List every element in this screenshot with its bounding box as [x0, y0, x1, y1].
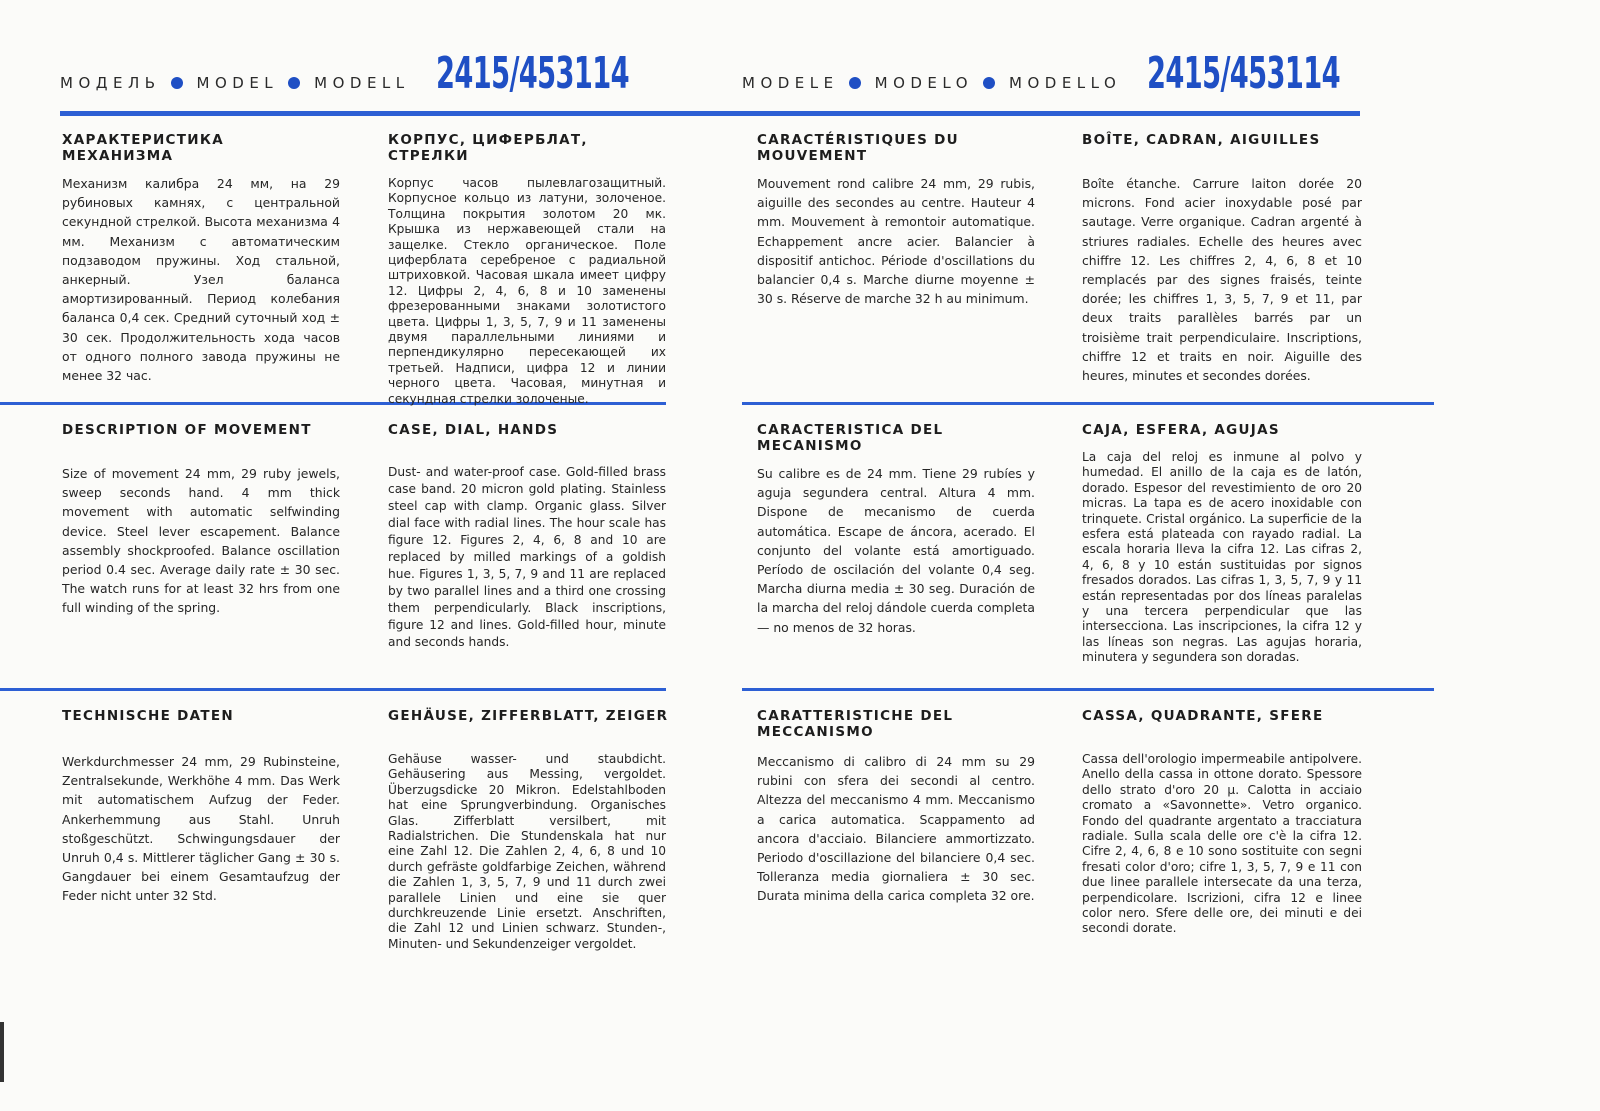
- header-word: MODELE: [742, 74, 839, 92]
- section-text: Meccanismo di calibro di 24 mm su 29 rubini con sfera dei secondi al centro. Altezza del meccanismo 4 mm. Meccanismo a carica automatica. Scappamento ad ancora d'acciaio. Bilanciere ammortizzato. Periodo d'oscillazione del bilanciere 0,4 sec. Tolleranza media giornaliera ± 30 sec. Durata minima della carica completa 32 ore.: [757, 754, 1035, 904]
- section-title: TECHNISCHE DATEN: [62, 708, 234, 724]
- section-title: КОРПУС, ЦИФЕРБЛАТ, СТРЕЛКИ: [388, 132, 588, 164]
- section-title: CAJA, ESFERA, AGUJAS: [1082, 422, 1280, 438]
- header-word: МОДЕЛЬ: [60, 74, 161, 92]
- bullet-dot: [849, 77, 861, 89]
- section-text: Mouvement rond calibre 24 mm, 29 rubis, aiguille des secondes au centre. Hauteur 4 mm. Mouvement à remontoir automatique. Echappement ancre acier. Balancier à dispositif antichoc. Période d'oscillations du balancier 0,4 s. Marche diurne moyenne ± 30 s. Réserve de marche 32 h au minimum.: [757, 176, 1035, 307]
- section-text: Механизм калибра 24 мм, на 29 рубиновых камнях, с центральной секундной стрелкой. Высота механизма 4 мм. Механизм с автоматическим подзаводом пружины. Ход стальной, анкерный. Узел баланса амортизированный. Период колебания баланса 0,4 сек. Средний суточный ход ± 30 сек. Продолжительность хода часов от одного полного завода пружины не менее 32 час.: [62, 176, 340, 384]
- header-word: MODELLO: [1009, 74, 1122, 92]
- section-text: Dust- and water-proof case. Gold-filled brass case band. 20 micron gold plating. Stainless steel cap with clamp. Organic glass. Silver dial face with radial lines. The hour scale has figure 12. Figures 2, 4, 6, 8 and 10 are replaced by milled markings of a goldish hue. Figures 1, 3, 5, 7, 9 and 11 are replaced by two parallel lines and a third one crossing them perpendicularly. Black inscriptions, figure 12 and lines. Gold-filled hour, minute and seconds hands.: [388, 465, 666, 649]
- bullet-dot: [983, 77, 995, 89]
- section-text: Size of movement 24 mm, 29 ruby jewels, sweep seconds hand. 4 mm thick movement with automatic selfwinding device. Steel lever escapement. Balance assembly shockproofed. Balance oscillation period 0.4 sec. Average daily rate ± 30 sec. The watch runs for at least 32 hrs from one full winding of the spring.: [62, 466, 340, 616]
- section-text: Cassa dell'orologio impermeabile antipolvere. Anello della cassa in ottone dorato. Spessore dello strato d'oro 20 μ. Calotta in acciaio cromato a «Savonnette». Vetro organico. Fondo del quadrante argentato a tracciatura radiale. Sulla scala delle ore c'è la cifra 12. Cifre 2, 4, 6, 8 e 10 sono sostituite con segni fresati color d'oro; cifre 1, 3, 5, 7, 9 e 11 con due linee parallele intersecate da una terza, perpendicolare. Iscrizioni, cifra 12 e linee color nero. Sfere delle ore, dei minuti e dei secondi dorate.: [1082, 752, 1362, 936]
- header-right: [742, 48, 1459, 99]
- section-title: CARACTERISTICA DEL MECANISMO: [757, 422, 944, 454]
- divider-rule: [742, 688, 1434, 691]
- bullet-dot: [288, 77, 300, 89]
- section-title: CARACTÉRISTIQUES DU MOUVEMENT: [757, 132, 959, 164]
- model-number: 2415/453114: [435, 48, 629, 99]
- section-text: Su calibre es de 24 mm. Tiene 29 rubíes y aguja segundera central. Altura 4 mm. Dispone de mecanismo de cuerda automática. Escape de áncora, acerado. El conjunto del volante está amortiguado. Período de oscilación del volante 0,4 seg. Marcha diurna media ± 30 seg. Duración de la marcha del reloj dándole cuerda completa — no menos de 32 horas.: [757, 466, 1035, 635]
- header-word: MODELL: [314, 74, 410, 92]
- section-text: Корпус часов пылевлагозащитный. Корпусное кольцо из латуни, золоченое. Толщина покрытия золотом 20 мк. Крышка из нержавеющей стали на защелке. Стекло органическое. Поле циферблата серебреное с радиальной штриховкой. Часовая шкала имеет цифру 12. Цифры 2, 4, 6, 8 и 10 заменены фрезерованными знаками золотистого цвета. Цифры 1, 3, 5, 7, 9 и 11 заменены двумя параллельными линиями и перпендикулярно пересекающей их третьей. Надписи, цифра 12 и линии черного цвета. Часовая, минутная и секундная стрелки золоченые.: [388, 176, 666, 406]
- section-title: CASE, DIAL, HANDS: [388, 422, 559, 438]
- scan-edge-mark: [0, 1022, 4, 1082]
- header-rule: [60, 111, 1360, 116]
- header-word: MODELO: [874, 74, 974, 92]
- header-word: MODEL: [196, 74, 279, 92]
- section-title: CARATTERISTICHE DEL MECCANISMO: [757, 708, 954, 740]
- divider-rule: [0, 688, 666, 691]
- section-text: Boîte étanche. Carrure laiton dorée 20 microns. Fond acier inoxydable posé par sautage. Verre organique. Cadran argenté à striures radiales. Echelle des heures avec chiffre 12. Les chiffres 2, 4, 6, 8 et 10 remplacés par des signes fraisés, teinte dorée; les chiffres 1, 3, 5, 7, 9 et 11, par deux traits parallèles barrés par un troisième trait perpendiculaire. Inscriptions, chiffre 12 et traits en noir. Aiguille des heures, minutes et secondes dorées.: [1082, 176, 1362, 384]
- section-title: BOÎTE, CADRAN, AIGUILLES: [1082, 132, 1321, 148]
- section-text: Werkdurchmesser 24 mm, 29 Rubinsteine, Zentralsekunde, Werkhöhe 4 mm. Das Werk mit automatischem Aufzug der Feder. Ankerhemmung aus Stahl. Unruh stoßgeschützt. Schwingungsdauer der Unruh 0,4 s. Mittlerer täglicher Gang ± 30 s. Gangdauer bei einem Gesamtaufzug der Feder nicht unter 32 Std.: [62, 754, 340, 904]
- section-title: DESCRIPTION OF MOVEMENT: [62, 422, 312, 438]
- header-left: [60, 48, 747, 99]
- section-text: Gehäuse wasser- und staubdicht. Gehäusering aus Messing, vergoldet. Überzugsdicke 20 Mikron. Edelstahlboden hat eine Sprungverbindung. Organisches Glas. Zifferblatt versilbert, mit Radialstrichen. Die Stundenskala hat nur eine Zahl 12. Die Zahlen 2, 4, 6, 8 und 10 durch gefräste goldfarbige Zeichen, während die Zahlen 1, 3, 5, 7, 9 und 11 durch zwei parallele Linien und eine sie quer durchkreuzende Linie ersetzt. Anschriften, die Zahl 12 und Linien schwarz. Stunden-, Minuten- und Sekundenzeiger vergoldet.: [388, 752, 666, 951]
- section-text: La caja del reloj es inmune al polvo y humedad. El anillo de la caja es de latón, dorado. Espesor del revestimiento de oro 20 micras. La tapa es de acero inoxidable con trinquete. Cristal orgánico. La superficie de la esfera está plateada con rayado radial. La escala horaria lleva la cifra 12. Las cifras 2, 4, 6, 8 y 10 están sustituidas por signos fresados dorados. Las cifras 1, 3, 5, 7, 9 y 11 están representadas por dos líneas paralelas y una tercera perpendicular que las intersecciona. Las inscripciones, la cifra 12 y las líneas son negras. Las agujas horaria, minutera y segundera son doradas.: [1082, 450, 1362, 665]
- section-title: CASSA, QUADRANTE, SFERE: [1082, 708, 1324, 724]
- section-title: ХАРАКТЕРИСТИКА МЕХАНИЗМА: [62, 132, 224, 164]
- model-number: 2415/453114: [1147, 48, 1341, 99]
- bullet-dot: [171, 77, 183, 89]
- section-title: GEHÄUSE, ZIFFERBLATT, ZEIGER: [388, 708, 669, 724]
- divider-rule: [742, 402, 1434, 405]
